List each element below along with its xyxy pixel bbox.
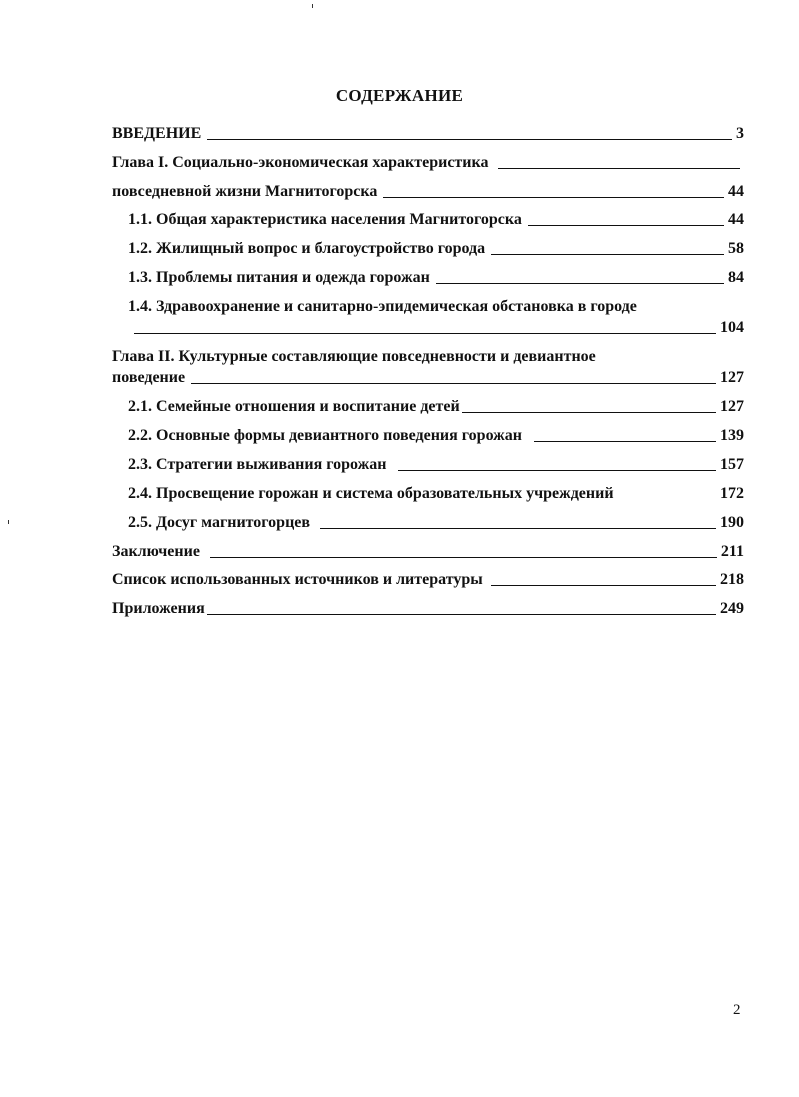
toc-entry-1-3 (128, 268, 744, 288)
leader-line (207, 614, 716, 615)
toc-entry-page: 3 (736, 125, 744, 142)
toc-entry-2-3 (128, 455, 744, 475)
toc-entry-2-2 (128, 426, 744, 446)
toc-entry-page: 44 (728, 211, 744, 228)
leader-line (191, 383, 716, 384)
toc-entry-label: повседневной жизни Магнитогорска (112, 183, 378, 200)
toc-entry-sources (112, 570, 744, 590)
leader-line (498, 168, 740, 169)
toc-entry-page: 249 (720, 600, 744, 617)
toc-entry-page: 104 (720, 319, 744, 336)
toc-entry-1-4 (128, 297, 744, 317)
toc-entry-label: ВВЕДЕНИЕ (112, 125, 202, 142)
toc-entry-label: 1.3. Проблемы питания и одежда горожан (128, 269, 430, 286)
toc-entry-page: 211 (720, 543, 744, 560)
toc-entry-page: 127 (720, 369, 744, 386)
toc-entry-chapter-2-cont (112, 368, 744, 388)
leader-line (383, 197, 724, 198)
leader-line (491, 585, 716, 586)
toc-entry-label: Глава II. Культурные составляющие повседневности и девиантное (112, 348, 596, 365)
toc-entry-page: 44 (728, 183, 744, 200)
toc-entry-page: 127 (720, 398, 744, 415)
leader-line (534, 441, 716, 442)
toc-entry-label: 1.2. Жилищный вопрос и благоустройство города (128, 240, 486, 257)
leader-line (528, 225, 724, 226)
toc-entry-page: 139 (720, 427, 744, 444)
page-title: СОДЕРЖАНИЕ (335, 86, 464, 105)
toc-entry-label: Список использованных источников и литературы (112, 571, 483, 588)
toc-entry-appendix (112, 599, 744, 619)
toc-entry-label: 1.1. Общая характеристика населения Магнитогорска (128, 211, 522, 228)
toc-entry-label: поведение (112, 369, 186, 386)
toc-entry-label: 2.3. Стратегии выживания горожан (128, 456, 387, 473)
toc-entry-chapter-2 (112, 347, 744, 367)
toc-entry-intro (112, 124, 744, 144)
toc-entry-label: 2.4. Просвещение горожан и система образовательных учреждений (128, 485, 614, 502)
toc-entry-page: 157 (720, 456, 744, 473)
toc-entry-1-4-cont (134, 318, 744, 338)
toc-entry-label: 2.2. Основные формы девиантного поведения горожан (128, 427, 522, 444)
toc-entry-label: 2.1. Семейные отношения и воспитание детей (128, 398, 460, 415)
toc-entry-label: Приложения (112, 600, 205, 617)
leader-line (320, 528, 716, 529)
toc-entry-page: 190 (720, 514, 744, 531)
toc-entry-chapter-1 (112, 153, 744, 173)
leader-line (134, 333, 716, 334)
leader-line (491, 254, 724, 255)
toc-entry-chapter-1-cont (112, 182, 744, 202)
toc-entry-page: 84 (728, 269, 744, 286)
toc-entry-label: Заключение (112, 543, 200, 560)
toc-entry-1-1 (128, 210, 744, 230)
toc-entry-1-2 (128, 239, 744, 259)
toc-entry-conclusion (112, 542, 744, 562)
toc-entry-2-5 (128, 513, 744, 533)
leader-line (398, 470, 716, 471)
toc-entry-label: 1.4. Здравоохранение и санитарно-эпидемическая обстановка в городе (128, 298, 637, 315)
leader-line (436, 283, 724, 284)
toc-entry-2-1 (128, 397, 744, 417)
page-number: 2 (733, 1002, 741, 1018)
toc-entry-page: 218 (720, 571, 744, 588)
toc-entry-label: 2.5. Досуг магнитогорцев (128, 514, 311, 531)
toc-entry-page: 58 (728, 240, 744, 257)
toc-entry-page: 172 (720, 485, 744, 502)
leader-line (207, 139, 732, 140)
toc-entry-label: Глава I. Социально-экономическая характеристика (112, 154, 489, 171)
leader-line (210, 557, 717, 558)
toc-entry-2-4 (128, 484, 744, 504)
leader-line (462, 412, 716, 413)
